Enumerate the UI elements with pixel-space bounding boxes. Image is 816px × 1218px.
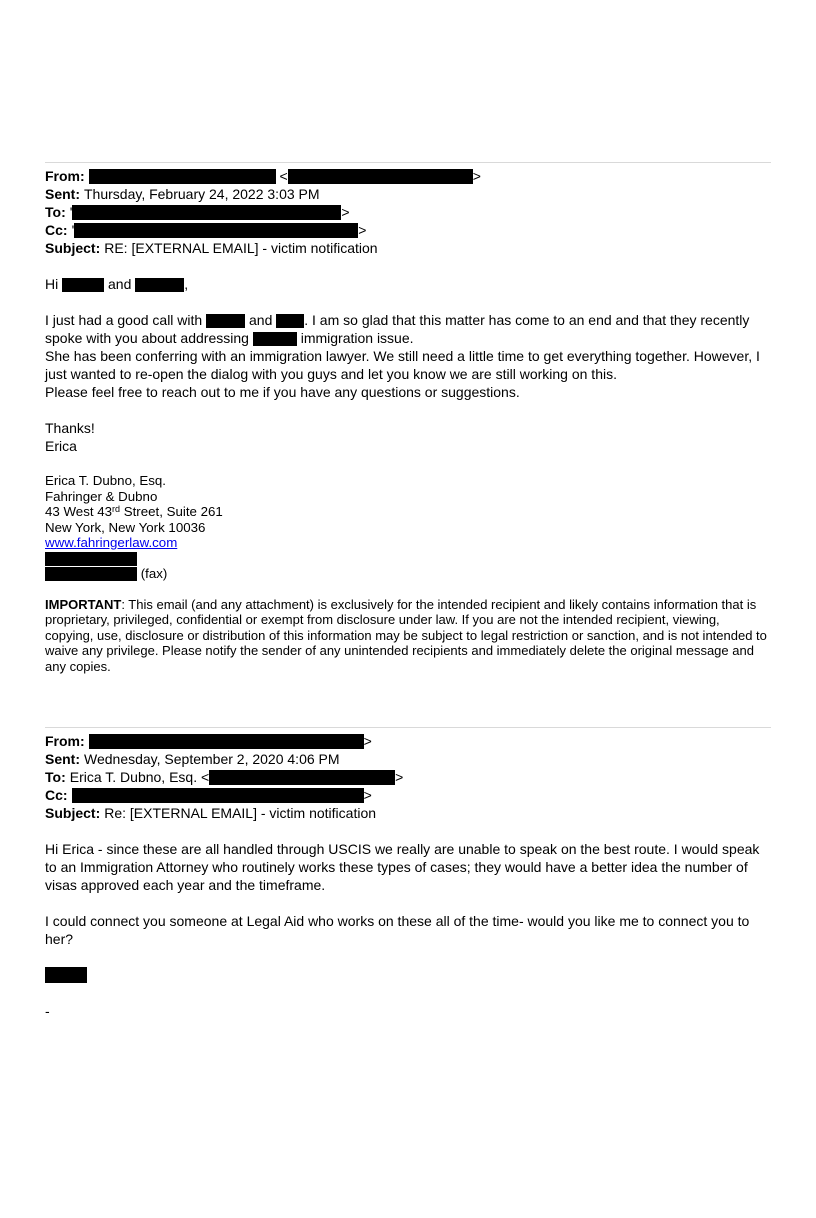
website-link[interactable]: www.fahringerlaw.com	[45, 535, 178, 550]
email1-closing-name: Erica	[45, 438, 77, 454]
redaction-box	[206, 314, 245, 328]
email1-paragraph-1: I just had a good call with and . I am so glad that this matter has come to an end and that they recently spoke with you about addressing immigration issue.	[45, 312, 750, 346]
subject-label: Subject:	[45, 805, 101, 822]
email2-paragraph-1: Hi Erica - since these are all handled through USCIS we really are unable to speak on the best route. I would speak to an Immigration Attorney who routinely works these types of cases; they would have a better idea the number of visas approved each year and the timeframe.	[45, 841, 760, 894]
email2-header-block	[45, 732, 771, 822]
email1-sent-line	[45, 185, 771, 203]
sent-value: Wednesday, September 2, 2020 4:06 PM	[84, 751, 340, 768]
subject-value: RE: [EXTERNAL EMAIL] - victim notification	[104, 240, 378, 256]
signature-block	[45, 473, 771, 581]
email2-paragraph-2: I could connect you someone at Legal Aid who works on these all of the time- would you like me to connect you to her?	[45, 913, 750, 948]
redaction-box	[45, 967, 87, 983]
email1-paragraph-3: Please feel free to reach out to me if you have any questions or suggestions.	[45, 384, 520, 400]
from-label: From:	[45, 733, 85, 750]
signature-website-line	[45, 535, 771, 551]
to-label: To:	[45, 769, 66, 786]
subject-label: Subject:	[45, 240, 101, 256]
redaction-box	[45, 552, 137, 566]
redaction-box	[45, 567, 137, 581]
cc-value: >	[72, 787, 372, 803]
to-label: To:	[45, 204, 66, 220]
signature-name: Erica T. Dubno, Esq.	[45, 473, 166, 488]
sent-label: Sent:	[45, 186, 80, 202]
signature-fax-line: (fax)	[45, 566, 771, 581]
from-value: < >	[89, 168, 481, 184]
redaction-box	[209, 770, 395, 785]
email2-subject-line	[45, 804, 771, 822]
signature-address-line2: New York, New York 10036	[45, 519, 206, 535]
email1-header-block	[45, 167, 771, 257]
redaction-box	[89, 734, 364, 749]
sent-value: Thursday, February 24, 2022 3:03 PM	[84, 186, 320, 202]
email2-from-line	[45, 732, 771, 750]
redaction-box	[72, 205, 341, 220]
confidentiality-disclaimer: IMPORTANT: This email (and any attachment) is exclusively for the intended recipient and likely contains information that is proprietary, privileged, confidential or exempt from disclosure under law. If you are not the intended recipient, viewing, copying, use, disclosure or distribution of this information may be subject to legal restriction or sanction, and is not intended to waive any privilege. Please notify the sender of any unintended recipients and immediately delete the original message and any copies.	[45, 596, 767, 674]
redaction-box	[74, 223, 358, 238]
email1-closing: Thanks!	[45, 420, 95, 436]
email1-paragraph-2: She has been conferring with an immigration lawyer. We still need a little time to get everything together. However, I just wanted to re-open the dialog with you guys and let you know we are still working on this.	[45, 348, 760, 382]
email2-separator-line	[45, 727, 771, 728]
redaction-box	[62, 278, 104, 292]
email2-sent-line	[45, 750, 771, 768]
cc-label: Cc:	[45, 222, 68, 238]
from-label: From:	[45, 168, 85, 184]
email-document-page	[0, 162, 816, 1020]
email1-subject-line	[45, 239, 771, 257]
email2-closing-dash: -	[45, 1003, 50, 1020]
redaction-box	[276, 314, 304, 328]
redaction-box	[72, 788, 364, 803]
bold-text: IMPORTANT	[45, 596, 122, 612]
signature-address-line1: 43 West 43rd Street, Suite 261	[45, 504, 223, 519]
redaction-box	[253, 332, 297, 346]
email1-from-line	[45, 167, 771, 185]
email1-to-line	[45, 203, 771, 221]
email2-cc-line	[45, 786, 771, 804]
signature-firm: Fahringer & Dubno	[45, 488, 158, 504]
signature-phone-line	[45, 551, 771, 566]
superscript-text: rd	[112, 504, 121, 514]
email1-greeting: Hi and ,	[45, 276, 189, 292]
email1-separator-line	[45, 162, 771, 163]
email1-cc-line	[45, 221, 771, 239]
email2-to-line	[45, 768, 771, 786]
redaction-box	[89, 169, 276, 184]
email2-redacted-signature	[45, 966, 771, 984]
to-value: ' >	[69, 204, 350, 220]
redaction-box	[135, 278, 184, 292]
cc-value: ' >	[71, 222, 367, 238]
subject-value: Re: [EXTERNAL EMAIL] - victim notification	[104, 805, 377, 822]
sent-label: Sent:	[45, 751, 80, 768]
from-value: >	[89, 733, 372, 749]
to-value: Erica T. Dubno, Esq. < >	[69, 769, 404, 786]
redaction-box	[288, 169, 473, 184]
cc-label: Cc:	[45, 787, 68, 804]
